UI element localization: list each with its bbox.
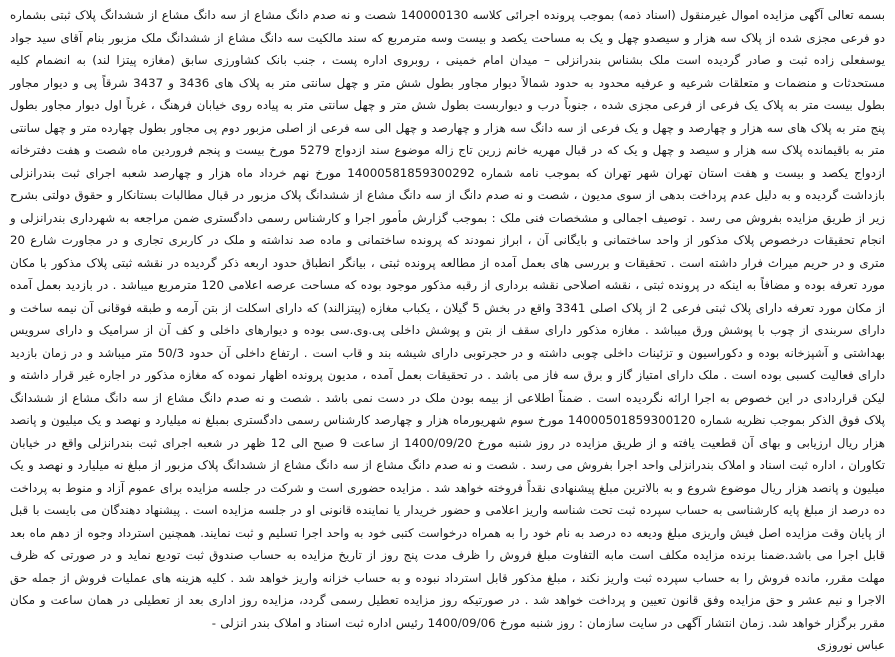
signatory-name: عباس نوروزی — [816, 638, 885, 652]
auction-notice-text: بسمه تعالی آگهی مزایده اموال غیرمنقول (اسناد ذمه) بموجب پرونده اجرائی کلاسه 140000130 شصت و نه صدم دانگ مشاع از سه دانگ مشاع از ششدانگ پلاک ثبتی بشماره دو فرعی مجزی شده از پلاک سه هزار و سیصدو چهل و یک به مساحت یکصد و بیست وسه مترمربع که سند مالکیت سه دانگ مشاع از ششدانگ ملک مزبور بنام آقای سید جواد یوسفعلی زاده ثبت و صادر گردیده است ملک بشناس بندرانزلی – میدان امام خمینی ، روبروی اداره پست ، جنب بانک کشاورزی سابق (مغازه پیتزا لند) به انضمام کلیه مستحدثات و منضمات و متعلقات شرعیه و عرفیه محدود به حدود شمالاً دیوار مجاور بطول شش متر و چهل سانتی متر به پلاک های 3436 و 3437 شرقاً پی و دیوار مجاور بطول بیست متر به پلاک یک فرعی از فرعی مجزی شده ، جنوباً درب و دیواربست بطول شش متر و چهل سانتی متر به پیاده روی خیابان فرهنگ ، غرباً اول دیوار مجاور بطول پنج متر به پلاک های سه هزار و چهارصد و چهل و یک فرعی از سه دانگ سه هزار و چهارصد و چهل الی سه فرعی از اصلی مزبور دوم پی مجاور بطول چهارده متر و چهل سانتی متر به باقیمانده پلاک سه هزار و سیصد و چهل و یک که در قبال مهریه خانم زرین تاج زاله موضوع سند ازدواج 5279 مورخ بیست و پنجم فروردین ماه شصت و هفت دفترخانه ازدواج یکصد و بیست و هفت استان تهران شهر تهران که بموجب نامه شماره 14000581859300292 مورخ نهم خرداد ماه هزار و چهارصد شعبه اجرای ثبت بندرانزلی بازداشت گردیده و به دلیل عدم پرداخت بدهی از سوی مدیون ، شصت و نه صدم دانگ از سه دانگ مشاع از ششدانگ پلاک مزبور در قبال مطالبات بستانکار و حقوق دولتی بشرح زیر از طریق مزایده بفروش می رسد . توصیف اجمالی و مشخصات فنی ملک : بموجب گزارش مأمور اجرا و کارشناس رسمی دادگستری ضمن مراجعه به شهرداری بندرانزلی و انجام تحقیقات درخصوص پلاک مذکور از واحد ساختمانی و بایگانی آن ، ابراز نمودند که پرونده ساختمانی و ماده صد نداشته و ملک در کاربری تجاری و در مجاورت شارع 20 متری و در حریم میراث فرار داشته است . تحقیقات و بررسی های بعمل آمده از مطالعه پرونده ثبتی ، بیانگر انطباق حدود اربعه ذکر گردیده در نقشه ثبتی پلاک مذکور با مکان مورد تعرفه بوده و مضافاً به اینکه در پرونده ثبتی ، نقشه اصلاحی نقشه برداری از رقبه مذکور موجود بوده که مساحت عرصه اعلامی 120 مترمربع میباشد . در بازدید بعمل آمده از مکان مورد تعرفه دارای پلاک ثبتی فرعی 2 از پلاک اصلی 3341 واقع در بخش 5 گیلان ، یکباب مغازه (پیتزالند) که دارای اسکلت از بتن آرمه و طبقه فوقانی آن نیمه ساخت و دارای سربندی از چوب با پوشش ورق میباشد . مغازه مذکور دارای سقف از بتن و پوشش داخلی پی.وی.سی بوده و دیوارهای داخلی و کف آن از سرامیک و دارای سرویس بهداشتی و آشپزخانه بوده و دکوراسیون و تزئینات داخلی چوبی داشته و در حجرتوبی دارای شیشه بند و قاب است . ارتفاع داخلی آن حدود 50/3 متر میباشد و در زمان بازدید دارای فعالیت کسبی بوده است . ملک دارای امتیاز گاز و برق سه فاز می باشد . در تحقیقات بعمل آمده ، مدیون پرونده اظهار نموده که مغازه مذکور در اجاره غیر قرار داشته و لیکن قراردادی در این خصوص به اجرا ارائه نگردیده است . ضمناً اطلاعی از بیمه بودن ملک در دست نمی باشد . شصت و نه صدم دانگ مشاع از سه دانگ مشاع از ششدانگ پلاک فوق الذکر بموجب نظریه شماره 14000501859300120 مورخ سوم شهریورماه هزار و چهارصد کارشناس رسمی دادگستری بمبلغ نه میلیارد و نهصد و یک میلیون و پانصد هزار ریال ارزیابی و بهای آن قطعیت یافته و از طریق مزایده در روز شنبه مورخ 1400/09/20 از ساعت 9 صبح الی 12 ظهر در شعبه اجرای ثبت بندرانزلی واقع در خیابان تکاوران ، اداره ثبت اسناد و املاک بندرانزلی واحد اجرا بفروش می رسد . شصت و نه صدم دانگ مشاع از سه دانگ مشاع از ششدانگ پلاک مزبور از مبلغ نه میلیارد و نهصد و یک میلیون و پانصد هزار ریال موضوع شروع و به بالاترین مبلغ پیشنهادی نقداً فروخته خواهد شد . مزایده حضوری است و شرکت در جلسه مزایده برای عموم آزاد و منوط به پرداخت ده درصد از مبلغ پایه کارشناسی به حساب سپرده ثبت تحت شناسه واریز اعلامی و حضور خریدار یا نماینده قانونی او در جلسه مزایده است . پیشنهاد دهندگان می بایست با قبل از پایان وقت مزایده اصل فیش واریزی مبلغ ودیعه ده درصد به نام خود را به همراه درخواست کتبی خود به واحد اجرا تسلیم و ثبت نمایند. همچنین استرداد وجوه از دهم ماه بعد قابل اجرا می باشد.ضمنا برنده مزایده مکلف است مابه التفاوت مبلغ فروش را ظرف مدت پنج روز از تاریخ مزایده به حساب صندوق ثبت تودیع نماید و در صورتی که ظرف مهلت مقرر، مانده فروش را به حساب سپرده ثبت واریز نکند ، مبلغ مذکور قابل استرداد نبوده و به حساب خزانه واریز خواهد شد . کلیه هزینه های عملیات فروش از جمله حق الاجرا و نیم عشر و حق مزایده وفق قانون تعیین و پرداخت خواهد شد . در صورتیکه روز مزایده تعطیل رسمی گردد، مزایده روز اداری بعد از تعطیلی در همان ساعت و مکان مقرر برگزار خواهد شد. زمان انتشار آگهی در سایت سازمان : روز شنبه مورخ 1400/09/06 رئیس اداره ثبت اسناد و املاک بندر انزلی - — [10, 8, 885, 630]
